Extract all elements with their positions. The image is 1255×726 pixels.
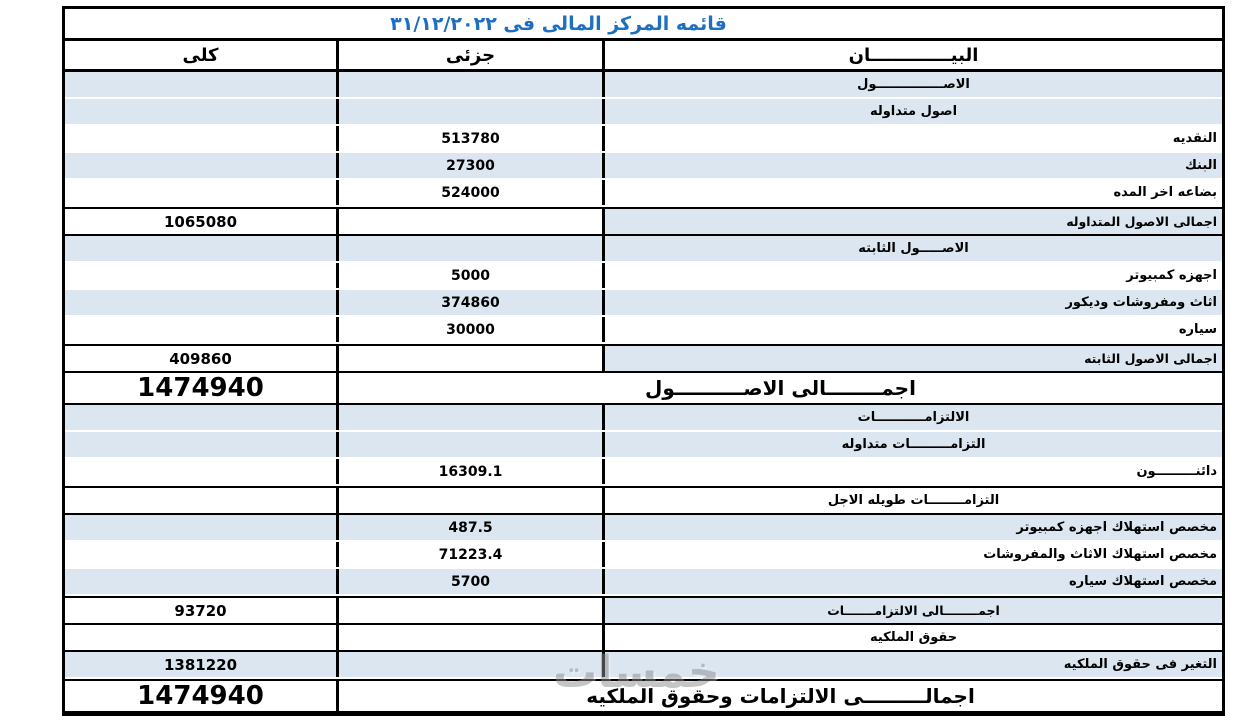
description-cell: مخصص استهلاك الاثاث والمفروشات	[605, 542, 1222, 567]
description-cell: الاصـــــــــــــــول	[605, 72, 1222, 97]
description-cell: سياره	[605, 317, 1222, 342]
table-row	[65, 207, 1222, 236]
watermark-text: خمسات	[553, 647, 720, 698]
page-title: قائمه المركز المالى فى ٣١/١٢/٢٠٢٢	[65, 9, 1222, 41]
table-row	[65, 153, 1222, 180]
column-header-partial: جزئى	[339, 41, 605, 69]
description-cell: حقوق الملكيه	[605, 625, 1222, 650]
table-row	[65, 99, 1222, 126]
description-cell: اجمالى الاصول الثابته	[605, 346, 1222, 371]
description-cell: اصول متداوله	[605, 99, 1222, 124]
description-cell: النقديه	[605, 126, 1222, 151]
description-cell: الالتزامـــــــــــات	[605, 405, 1222, 430]
description-cell: مخصص استهلاك سياره	[605, 569, 1222, 594]
financial-statement-sheet	[62, 6, 1225, 716]
total-value-cell	[65, 625, 339, 650]
description-cell: دائنـــــــــون	[605, 459, 1222, 484]
table-row	[65, 290, 1222, 317]
partial-value-cell	[339, 488, 605, 513]
table-body	[65, 72, 1222, 713]
total-value-cell	[65, 290, 339, 315]
table-row	[65, 515, 1222, 542]
partial-value-cell: 71223.4	[339, 542, 605, 567]
description-cell: اجمالى الاصول المتداوله	[605, 209, 1222, 234]
partial-value-cell	[339, 99, 605, 124]
description-cell: اجمالـــــــــى الالتزامات وحقوق الملكيه	[339, 681, 1222, 711]
column-header-total: كلى	[65, 41, 339, 69]
description-cell: التغير فى حقوق الملكيه	[605, 652, 1222, 677]
description-cell: اجمــــــــالى الالتزامـــــــات	[605, 598, 1222, 623]
table-row	[65, 405, 1222, 432]
table-row	[65, 542, 1222, 569]
table-row	[65, 652, 1222, 679]
table-row	[65, 344, 1222, 373]
partial-value-cell	[339, 72, 605, 97]
table-row	[65, 317, 1222, 344]
column-header-description: البيـــــــــــــان	[605, 41, 1222, 69]
description-cell: اجمــــــــالى الاصــــــــــول	[339, 373, 1222, 403]
table-row	[65, 679, 1222, 713]
description-cell: بضاعه اخر المده	[605, 180, 1222, 205]
partial-value-cell	[339, 209, 605, 234]
partial-value-cell	[339, 598, 605, 623]
total-value-cell	[65, 405, 339, 430]
total-value-cell	[65, 72, 339, 97]
table-row	[65, 180, 1222, 207]
partial-value-cell	[339, 236, 605, 261]
partial-value-cell: 513780	[339, 126, 605, 151]
partial-value-cell	[339, 625, 605, 650]
partial-value-cell: 16309.1	[339, 459, 605, 484]
table-row	[65, 236, 1222, 263]
total-value-cell	[65, 488, 339, 513]
total-value-cell: 1065080	[65, 209, 339, 234]
total-value-cell	[65, 180, 339, 205]
total-value-cell: 1474940	[65, 373, 339, 403]
partial-value-cell	[339, 405, 605, 430]
table-row	[65, 459, 1222, 486]
total-value-cell	[65, 459, 339, 484]
total-value-cell	[65, 432, 339, 457]
partial-value-cell: 27300	[339, 153, 605, 178]
table-row	[65, 569, 1222, 596]
partial-value-cell	[339, 432, 605, 457]
partial-value-cell: 5000	[339, 263, 605, 288]
description-cell: التزامـــــــــات متداوله	[605, 432, 1222, 457]
description-cell: اجهزه كمبيوتر	[605, 263, 1222, 288]
total-value-cell	[65, 317, 339, 342]
total-value-cell: 93720	[65, 598, 339, 623]
partial-value-cell: 487.5	[339, 515, 605, 540]
total-value-cell	[65, 236, 339, 261]
total-value-cell	[65, 542, 339, 567]
description-cell: مخصص استهلاك اجهزه كمبيوتر	[605, 515, 1222, 540]
partial-value-cell: 5700	[339, 569, 605, 594]
table-row	[65, 432, 1222, 459]
description-cell: اثاث ومفروشات وديكور	[605, 290, 1222, 315]
total-value-cell	[65, 515, 339, 540]
partial-value-cell: 30000	[339, 317, 605, 342]
table-header	[65, 41, 1222, 72]
description-cell: البنك	[605, 153, 1222, 178]
partial-value-cell	[339, 652, 605, 677]
table-row	[65, 373, 1222, 405]
total-value-cell: 1381220	[65, 652, 339, 677]
table-row	[65, 263, 1222, 290]
total-value-cell: 409860	[65, 346, 339, 371]
total-value-cell	[65, 153, 339, 178]
total-value-cell	[65, 126, 339, 151]
table-row	[65, 625, 1222, 652]
total-value-cell	[65, 99, 339, 124]
total-value-cell: 1474940	[65, 681, 339, 711]
table-row	[65, 486, 1222, 515]
description-cell: الاصـــــول الثابته	[605, 236, 1222, 261]
total-value-cell	[65, 263, 339, 288]
partial-value-cell	[339, 346, 605, 371]
partial-value-cell: 524000	[339, 180, 605, 205]
table-row	[65, 596, 1222, 625]
table-row	[65, 126, 1222, 153]
description-cell: التزامــــــــات طويله الاجل	[605, 488, 1222, 513]
partial-value-cell: 374860	[339, 290, 605, 315]
total-value-cell	[65, 569, 339, 594]
table-row	[65, 72, 1222, 99]
